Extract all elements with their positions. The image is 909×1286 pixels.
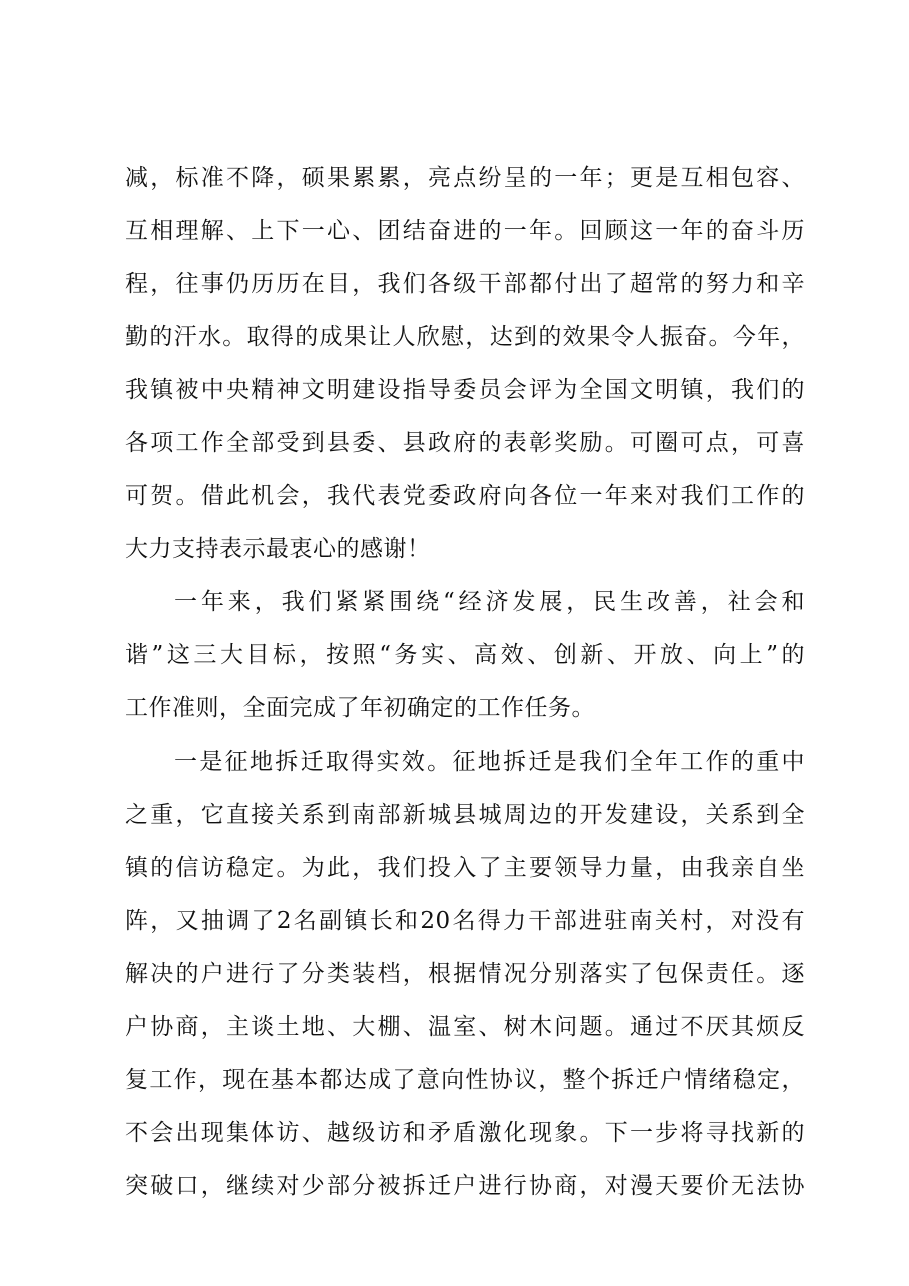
text-line: 减，标准不降，硕果累累，亮点纷呈的一年；更是互相包容、: [125, 165, 805, 191]
text-line: 之重，它直接关系到南部新城县城周边的开发建设，关系到全: [125, 802, 805, 828]
text-line: 不会出现集体访、越级访和矛盾激化现象。下一步将寻找新的: [125, 1120, 805, 1146]
text-line: 工作准则，全面完成了年初确定的工作任务。: [125, 695, 595, 721]
text-line: 解决的户进行了分类装档，根据情况分别落实了包保责任。逐: [125, 961, 805, 987]
text-line: 我镇被中央精神文明建设指导委员会评为全国文明镇，我们的: [125, 377, 805, 403]
text-line: 勤的汗水。取得的成果让人欣慰，达到的效果令人振奋。今年，: [125, 324, 805, 350]
paragraph-first-line: 一年来，我们紧紧围绕“经济发展，民生改善，社会和: [174, 589, 805, 615]
text-line: 户协商，主谈土地、大棚、温室、树木问题。通过不厌其烦反: [125, 1014, 805, 1040]
text-line: 复工作，现在基本都达成了意向性协议，整个拆迁户情绪稳定，: [125, 1067, 805, 1093]
text-line: 大力支持表示最衷心的感谢！: [125, 536, 431, 562]
paragraph-first-line: 一是征地拆迁取得实效。征地拆迁是我们全年工作的重中: [174, 749, 805, 775]
text-line: 镇的信访稳定。为此，我们投入了主要领导力量，由我亲自坐: [125, 855, 805, 881]
text-line: 互相理解、上下一心、团结奋进的一年。回顾这一年的奋斗历: [125, 218, 805, 244]
text-line: 各项工作全部受到县委、县政府的表彰奖励。可圈可点，可喜: [125, 430, 805, 456]
text-line: 可贺。借此机会，我代表党委政府向各位一年来对我们工作的: [125, 483, 805, 509]
text-line: 谐”这三大目标，按照“务实、高效、创新、开放、向上”的: [125, 642, 805, 668]
text-line: 突破口，继续对少部分被拆迁户进行协商，对漫天要价无法协: [125, 1173, 805, 1199]
text-line: 程，往事仍历历在目，我们各级干部都付出了超常的努力和辛: [125, 271, 805, 297]
text-line: 阵，又抽调了2名副镇长和20名得力干部进驻南关村，对没有: [125, 908, 805, 934]
